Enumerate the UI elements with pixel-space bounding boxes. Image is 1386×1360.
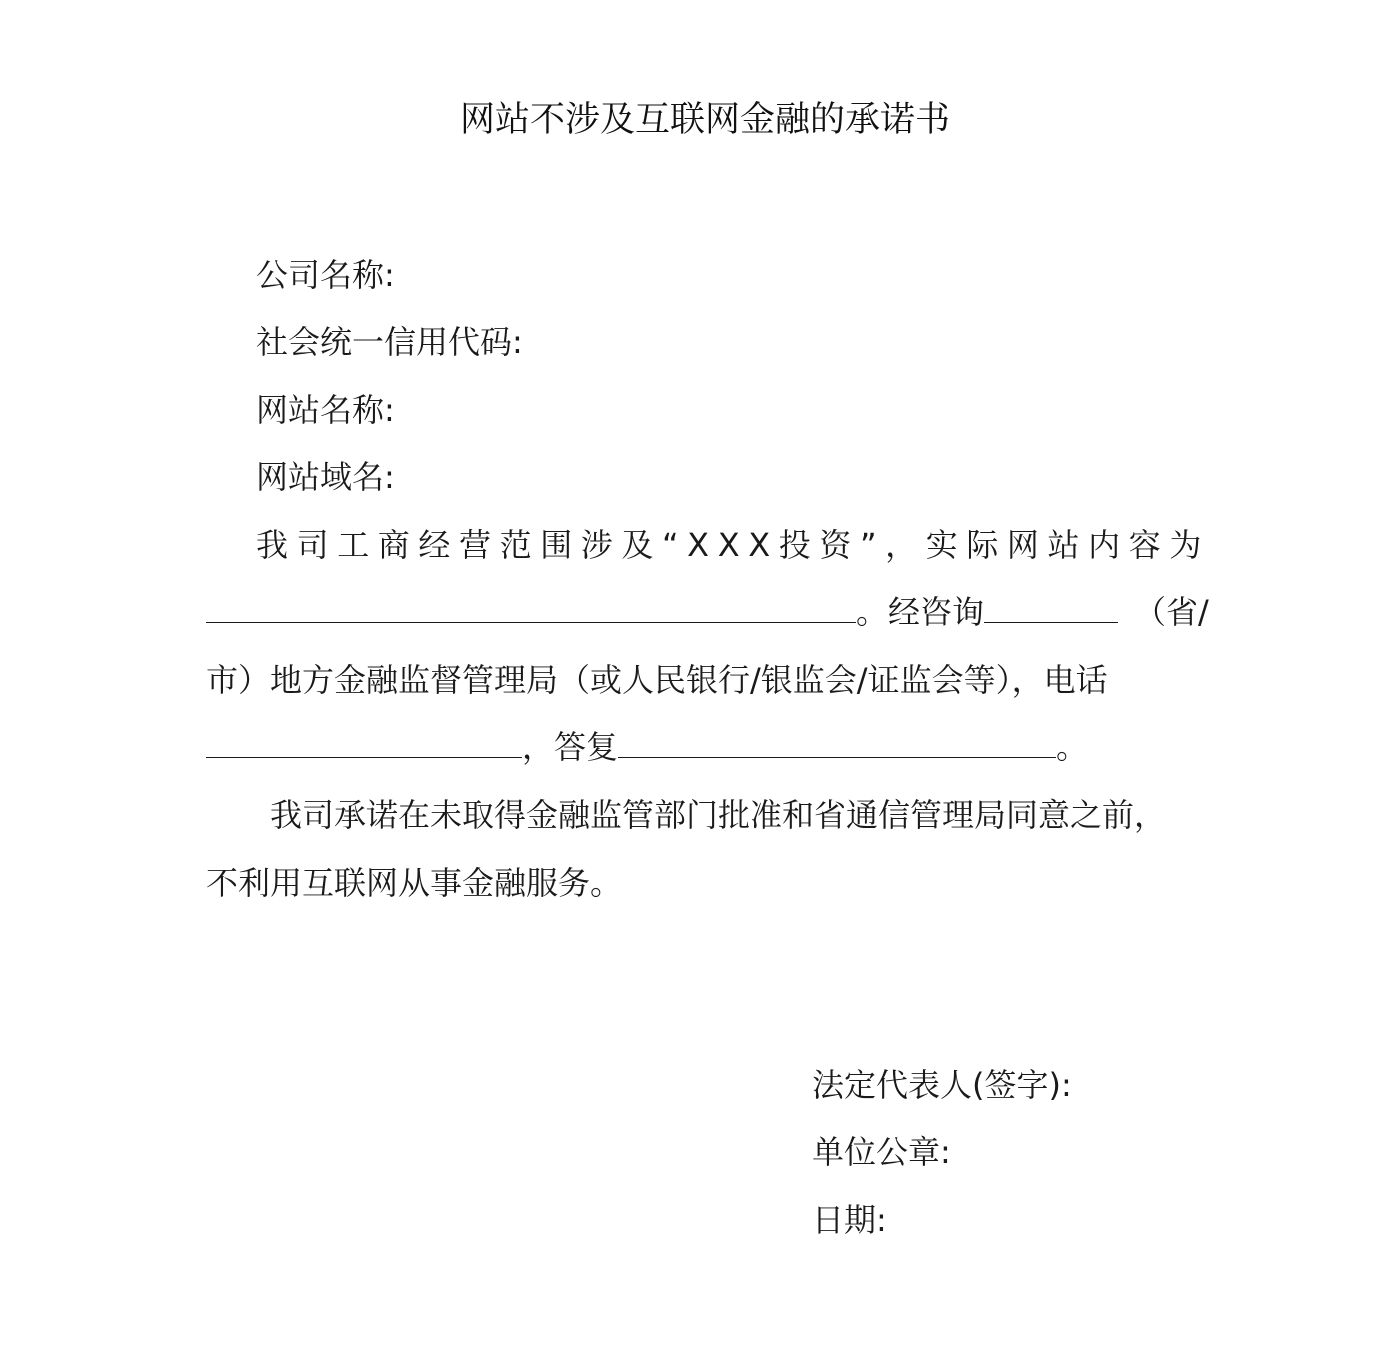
- website-content-blank: [206, 594, 856, 623]
- site-domain-label: 网站域名:: [256, 458, 395, 496]
- paragraph-2-line-1: 我司承诺在未取得金融监管部门批准和省通信管理局同意之前，: [270, 796, 1167, 834]
- paragraph-1-line-1: 我司工商经营范围涉及“XXX投资”，实际网站内容为: [256, 526, 1210, 564]
- legal-rep-signature-label: 法定代表人(签字):: [812, 1066, 1072, 1104]
- paragraph-2-line-2: 不利用互联网从事金融服务。: [206, 864, 623, 902]
- consult-text: 。经咨询: [856, 593, 985, 631]
- paragraph-1-line-4: [206, 722, 1088, 768]
- credit-code-label: 社会统一信用代码:: [256, 323, 523, 361]
- reply-blank: [618, 729, 1056, 758]
- paragraph-1-line-2: [206, 587, 1209, 633]
- phone-blank: [206, 729, 522, 758]
- date-label: 日期:: [812, 1201, 887, 1239]
- province-blank: [984, 594, 1118, 623]
- period-text: 。: [1056, 728, 1089, 766]
- site-name-label: 网站名称:: [256, 391, 395, 429]
- paragraph-1-line-3: 市）地方金融监督管理局（或人民银行/银监会/证监会等），电话: [206, 661, 1108, 699]
- reply-text: ，答复: [522, 728, 619, 766]
- document-title: 网站不涉及互联网金融的承诺书: [459, 100, 950, 140]
- company-name-label: 公司名称:: [256, 256, 395, 294]
- company-seal-label: 单位公章:: [812, 1133, 951, 1171]
- province-text: （省/: [1134, 593, 1209, 631]
